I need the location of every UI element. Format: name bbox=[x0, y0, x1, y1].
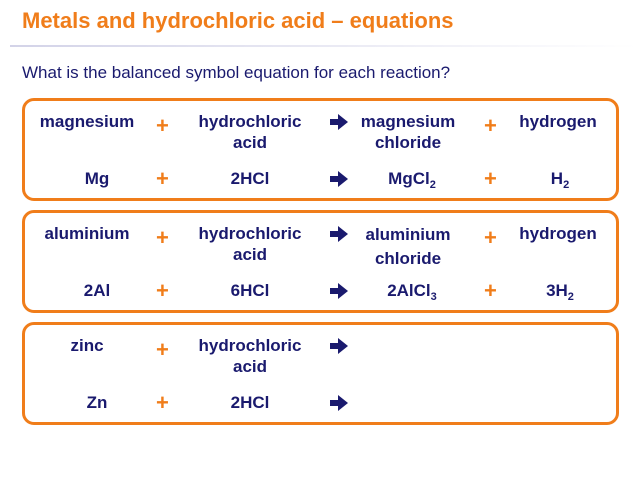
right-arrow-icon bbox=[330, 114, 348, 130]
reactant1-word: aluminium bbox=[44, 224, 130, 243]
plus-sign: + bbox=[156, 113, 169, 138]
product2-symbol-base: H bbox=[550, 169, 564, 188]
reactant2-word-line2: acid bbox=[232, 357, 268, 376]
product1-word-line2: chloride bbox=[374, 133, 442, 152]
reactant1-word: magnesium bbox=[39, 112, 135, 131]
reactant1-symbol: 2Al bbox=[83, 281, 111, 300]
reactant2-word bbox=[180, 223, 320, 265]
reactant2-word bbox=[180, 335, 320, 377]
plus-sign: + bbox=[156, 278, 169, 303]
product1-symbol-base: 2AlCl bbox=[387, 281, 431, 300]
product1-symbol bbox=[362, 168, 462, 189]
right-arrow-icon bbox=[330, 395, 348, 411]
plus-sign: + bbox=[156, 390, 169, 415]
product1-symbol-subscript: 3 bbox=[430, 291, 437, 303]
plus-sign: + bbox=[484, 278, 497, 303]
product1-word-line1: magnesium bbox=[360, 112, 456, 131]
reactant2-symbol: 2HCl bbox=[230, 393, 270, 412]
reactant2-symbol: 6HCl bbox=[230, 281, 270, 300]
plus-sign: + bbox=[156, 166, 169, 191]
product2-word: hydrogen bbox=[519, 224, 597, 243]
product2-symbol bbox=[525, 280, 595, 301]
reactant1-symbol: Mg bbox=[84, 169, 110, 188]
title-divider bbox=[10, 45, 638, 47]
product2-symbol-subscript: 2 bbox=[563, 179, 570, 191]
product1-word bbox=[352, 223, 464, 271]
reactant2-symbol: 2HCl bbox=[230, 169, 270, 188]
product1-word bbox=[352, 111, 464, 153]
reactant2-word-line2: acid bbox=[232, 245, 268, 264]
page-title: Metals and hydrochloric acid – equations bbox=[22, 8, 454, 33]
product1-symbol-base: MgCl bbox=[388, 169, 430, 188]
product1-symbol-subscript: 2 bbox=[429, 179, 436, 191]
reaction-panel-magnesium bbox=[22, 98, 619, 201]
right-arrow-icon bbox=[330, 283, 348, 299]
product2-symbol bbox=[525, 168, 595, 189]
right-arrow-icon bbox=[330, 171, 348, 187]
reactant2-word-line1: hydrochloric bbox=[198, 112, 302, 131]
reactant2-word-line1: hydrochloric bbox=[198, 224, 302, 243]
reactant1-symbol: Zn bbox=[86, 393, 108, 412]
plus-sign: + bbox=[156, 337, 169, 362]
plus-sign: + bbox=[484, 225, 497, 250]
product1-symbol bbox=[362, 280, 462, 301]
plus-sign: + bbox=[484, 113, 497, 138]
reaction-panel-aluminium bbox=[22, 210, 619, 313]
reactant2-word-line2: acid bbox=[232, 133, 268, 152]
reactant2-word bbox=[180, 111, 320, 153]
right-arrow-icon bbox=[330, 338, 348, 354]
product1-word-line1: aluminium bbox=[365, 225, 451, 244]
reactant1-word: zinc bbox=[70, 336, 104, 355]
reactant2-word-line1: hydrochloric bbox=[198, 336, 302, 355]
product1-word-line2: chloride bbox=[374, 249, 442, 268]
question-text: What is the balanced symbol equation for each reaction? bbox=[22, 63, 451, 82]
product2-symbol-subscript: 2 bbox=[567, 291, 574, 303]
product2-symbol-base: 3H bbox=[546, 281, 568, 300]
product2-word: hydrogen bbox=[519, 112, 597, 131]
right-arrow-icon bbox=[330, 226, 348, 242]
plus-sign: + bbox=[156, 225, 169, 250]
reaction-panel-zinc bbox=[22, 322, 619, 425]
plus-sign: + bbox=[484, 166, 497, 191]
